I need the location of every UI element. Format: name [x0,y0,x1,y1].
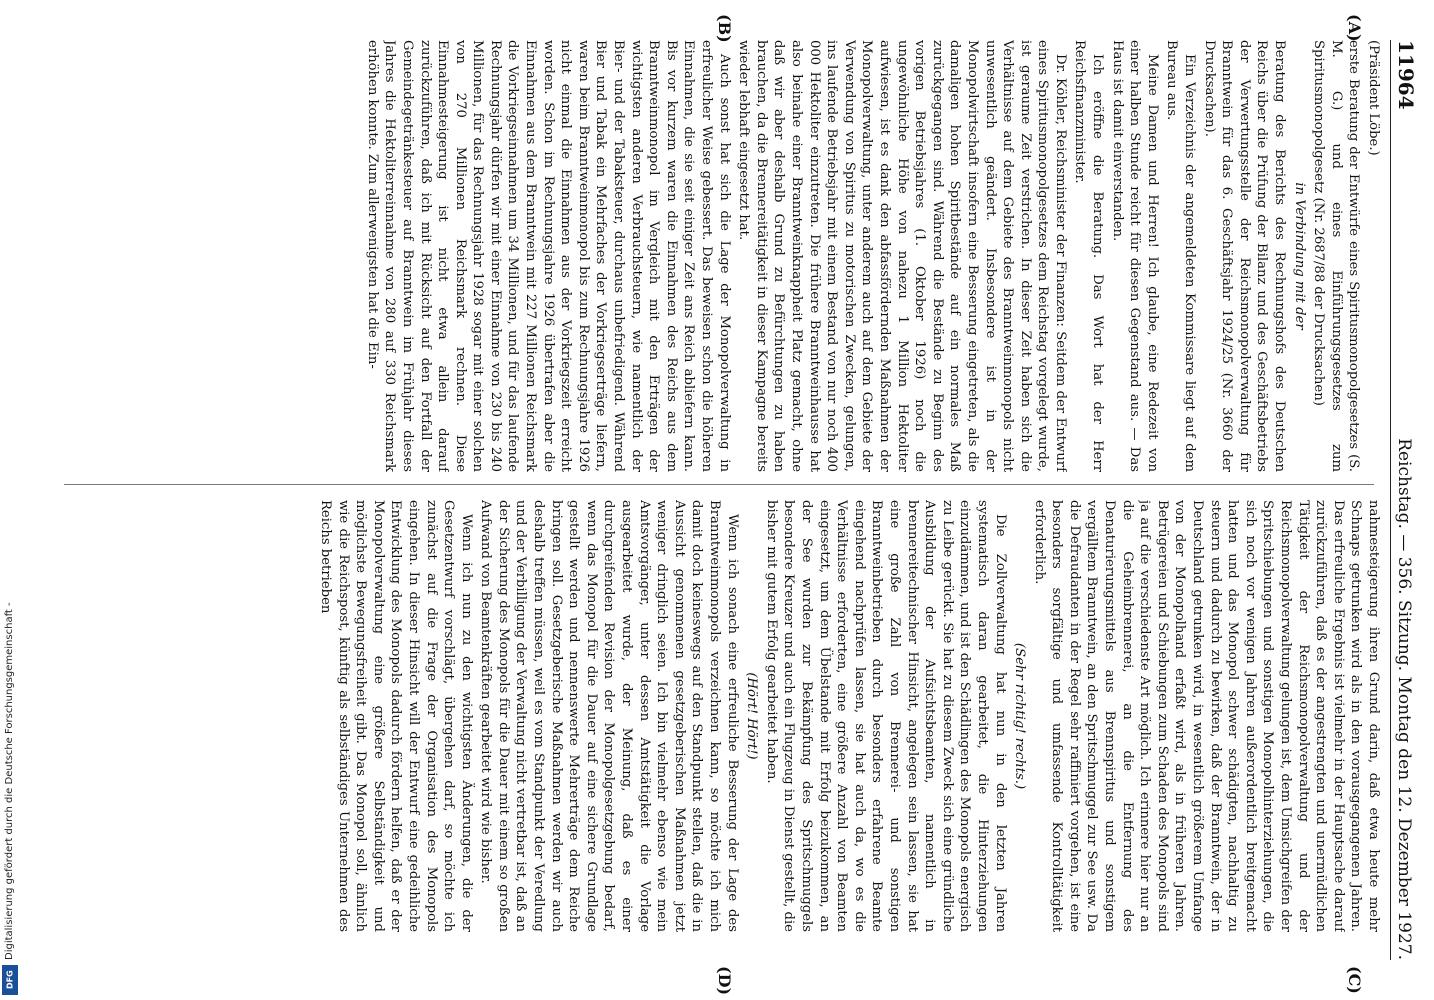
paragraph: nahmesteigerung ihren Grund darin, daß etwa heute mehr Schnaps getrunken wird als in den vorausgegangenen Jahren. Das erfreuliche Ergebnis ist vielmehr in der Hauptsache darauf zurückzuführen, daß es der angestrengten und unermüdlichen Tätigkeit der Reichsmonopolverwaltung und der Reichsmonopolverwaltung gelungen ist, dem Umsichgreifen der Spritschiebungen und sonstigen Monopolhinterziehungen, die sich noch vor wenigen Jahren außerordentlich breitgemacht hatten und das Monopol schwer schädigten, nachhaltig zu steuern und dadurch zu bewirken, daß der Branntwein, der in Deutschland getrunken wird, in wesentlich größerem Umfange von der Monopolhand erfaßt wird, als in früheren Jahren. Betrügereien und Schiebungen zum Schaden des Monopols sind ja auf die verschiedenste Art möglich. Ich erinnere hier nur an die Geheimbrennerei, an die Entfernung des Denaturierungsmittels aus Brennspiritus und sonstigem vergälltem Branntwein, an den Spritschmuggel zur See usw. Da die Defraudanten in der Regel sehr raffiniert vorgehen, ist eine besonders sorgfältige und umfassende Kontrolltätigkeit erforderlich. [1031,500,1381,932]
running-title: Reichstag. — 356. Sitzung. Montag den 12. Dezember 1927. [1394,438,1414,960]
margin-letter-a: (A) [1345,14,1364,42]
margin-letter-b: (B) [715,14,734,43]
page-header [1390,40,1434,960]
credit-text: Digitalisierung gefördert durch die Deutsche Forschungsgemeinschaft - [4,602,15,960]
paragraph: Wenn ich nun zu den wichtigsten Änderungen, die der Gesetzentwurf vorschlägt, übergehen darf, so möchte ich zunächst auf die Frage der Organisation des Monopols eingehen. In dieser Hinsicht will der Entwurf eine gedeihliche Entwicklung des Monopols dadurch fördern helfen, daß er der Monopolverwaltung eine größere Selbständigkeit und möglichste Bewegungsfreiheit gibt. Das Monopol soll, ähnlich wie die Reichspost, künftig als selbständiges Unternehmen des Reichs betrieben [317,500,474,932]
paragraph: in Verbindung mit der [1291,182,1307,330]
margin-letter-d: (D) [715,966,734,996]
left-column [52,40,1382,472]
paragraph: Meine Damen und Herren! Ich glaube, eine Redezeit von einer halben Stunde reicht für diesen Gegenstand aus. — Das Haus ist damit einverstanden. [1109,40,1160,472]
page-number: 11964 [1394,40,1418,110]
paragraph: Ein Verzeichnis der angemeldeten Kommissare liegt auf dem Bureau aus. [1164,40,1198,472]
paragraph: Auch sonst hat sich die Lage der Monopolverwaltung in erfreulicher Weise gebessert. Das beweisen schon die höheren Einnahmen, die sie seit einiger Zeit ans Reich abliefern kann. Bis vor kurzem waren die Einnahmen des Reichs aus dem Branntweinmonopol im Vergleich mit den Erträgen der wichtigsten anderen Verbrauchsteuern, wie namentlich der Bier- und der Tabaksteuer, durchaus unbefriedigend. Während Bier und Tabak ein Mehrfaches der Vorkriegserträge liefern, waren beim Branntweinmonopol bis zum Rechnungsjahre 1926 nicht einmal die Einnahmen aus der Vorkriegszeit erreicht worden. Schon im Rechnungsjahre 1926 übertrafen aber die Einnahmen aus dem Branntwein mit 227 Millionen Reichsmark die Vorkriegseinnahmen um 34 Millionen, und für das laufende Rechnungsjahr dürfen wir mit einer Einnahme von 230 bis 240 Millionen, für das Rechnungsjahr 1928 sogar mit einer solchen von 270 Millionen Reichsmark rechnen. Diese Einnahmesteigerung ist nicht etwa allein darauf zurückzuführen, daß ich mit Rücksicht auf den Fortfall der Gemeindegetränkesteuer auf Branntwein im Frühjahr dieses Jahres die Hektoliterreinnahme von 280 auf 330 Reichsmark erhöhen konnte. Zum allerwenigsten hat die Ein- [364,40,732,472]
paragraph: (Sehr richtig! rechts.) [1012,642,1028,790]
paragraph: Dr. Köhler, Reichsminister der Finanzen: Seitdem der Entwurf eines Spiritusmonopolgesetzes dem Reichstag vorgelegt wurde, ist geraume Zeit verstrichen. In dieser Zeit haben sich die Verhältnisse auf dem Gebiete des Branntweinmonopols nicht unwesentlich geändert. Insbesondere ist in der Monopolwirtschaft insofern eine Besserung eingetreten, als die damaligen hohen Spiritbestände auf ein normales Maß zurückgegangen sind. Während die Bestände zu Beginn des vorigen Betriebsjahres (1. Oktober 1926) noch die ungewöhnliche Höhe von nahezu 1 Million Hektoliter aufwiesen, ist es dank den abfassfördernden Maßnahmen der Monopolverwaltung, unter anderem auch auf dem Gebiete der Verwendung von Spiritus zu motorischen Zwecken, gelungen, ins laufende Betriebsjahr mit einem Bestand von nur noch 400 000 Hektoliter einzutreten. Die frühere Branntweinhausse hat also beinahe einer Branntweinknappheit Platz gemacht, ohne daß wir aber deshalb Grund zu Befürchtungen zu haben brauchen, da die Brennereitätigkeit in dieser Kampagne bereits wieder lebhaft eingesetzt hat. [736,40,1068,472]
column-divider [64,484,1374,485]
paragraph: erste Beratung der Entwürfe eines Spiritusmonopolgesetzes (S. M. G.) und eines Einführungsgesetzes zum Spiritusmonopolgesetz (Nr. 2687/88 der Drucksachen) [1311,40,1362,472]
paragraph: Die Zollverwaltung hat nun in den letzten Jahren systematisch daran gearbeitet, die Hinterziehungen einzudämmen, und ist den Schädlingen des Monopols energisch zu Leibe gerückt. Sie hat zu diesem Zweck sich eine gründliche Ausbildung der Aufsichtsbeamten, namentlich in brennereitechnischer Hinsicht, angelegen sein lassen, sie hat eine große Zahl von Brennerei- und sonstigen Branntweinbetrieben durch besonders erfahrene Beamte eingehend nachprüfen lassen, sie hat auch da, wo es die Verhältnisse erforderten, eine größere Anzahl von Beamten eingesetzt, um dem Übelstande mit Erfolg beizukommen, an der See wurden zur Bekämpfung des Spritschmuggels besondere Kreuzer und auch ein Flugzeug in Dienst gestellt, die bisher mit gutem Erfolg gearbeitet haben. [763,500,1008,932]
dfg-logo: DFG [2,965,18,995]
margin-letter-c: (C) [1345,966,1364,994]
right-column [52,500,1382,932]
digitization-credit [2,40,18,990]
paragraph: Wenn ich sonach eine erfreuliche Besserung der Lage des Branntweinmonopols verzeichnen kann, so möchte ich mich damit doch keineswegs auf den Standpunkt stellen, daß die in Aussicht genommenen gesetzgeberischen Maßnahmen jetzt weniger dringlich seien. Ich bin vielmehr ebenso wie mein Amtsvorgänger, unter dessen Amtstätigkeit die Vorlage ausgearbeitet wurde, der Meinung, daß es einer durchgreifenden Revision der Monopolgesetzgebung bedarf, wenn das Monopol für die Dauer auf eine sichere Grundlage gestellt werden und nennenswerte Mehrerträge dem Reiche bringen soll. Gesetzgeberische Maßnahmen werden wir auch deshalb treffen müssen, weil es vom Standpunkt der Veredlung und der Verbilligung der Verwaltung nicht vertretbar ist, daß an der Sicherung des Monopols für die Dauer mit einem so großen Aufwand von Beamtenkräften gearbeitet wird wie bisher. [478,500,740,932]
paragraph: Ich eröffne die Beratung. Das Wort hat der Herr Reichsfinanzminister. [1072,40,1106,472]
paragraph: (Präsident Löbe.) [1366,40,1381,156]
paragraph: Beratung des Berichts des Rechnungshofs des Deutschen Reichs über die Prüfung der Bilanz und des Geschäftsbetriebs der Verwertungsstelle der Reichsmonopolverwaltung für Branntwein für das 6. Geschäftsjahr 1924/25 (Nr. 3660 der Drucksachen). [1201,40,1288,472]
paragraph: (Hört! Hört!) [744,672,760,760]
